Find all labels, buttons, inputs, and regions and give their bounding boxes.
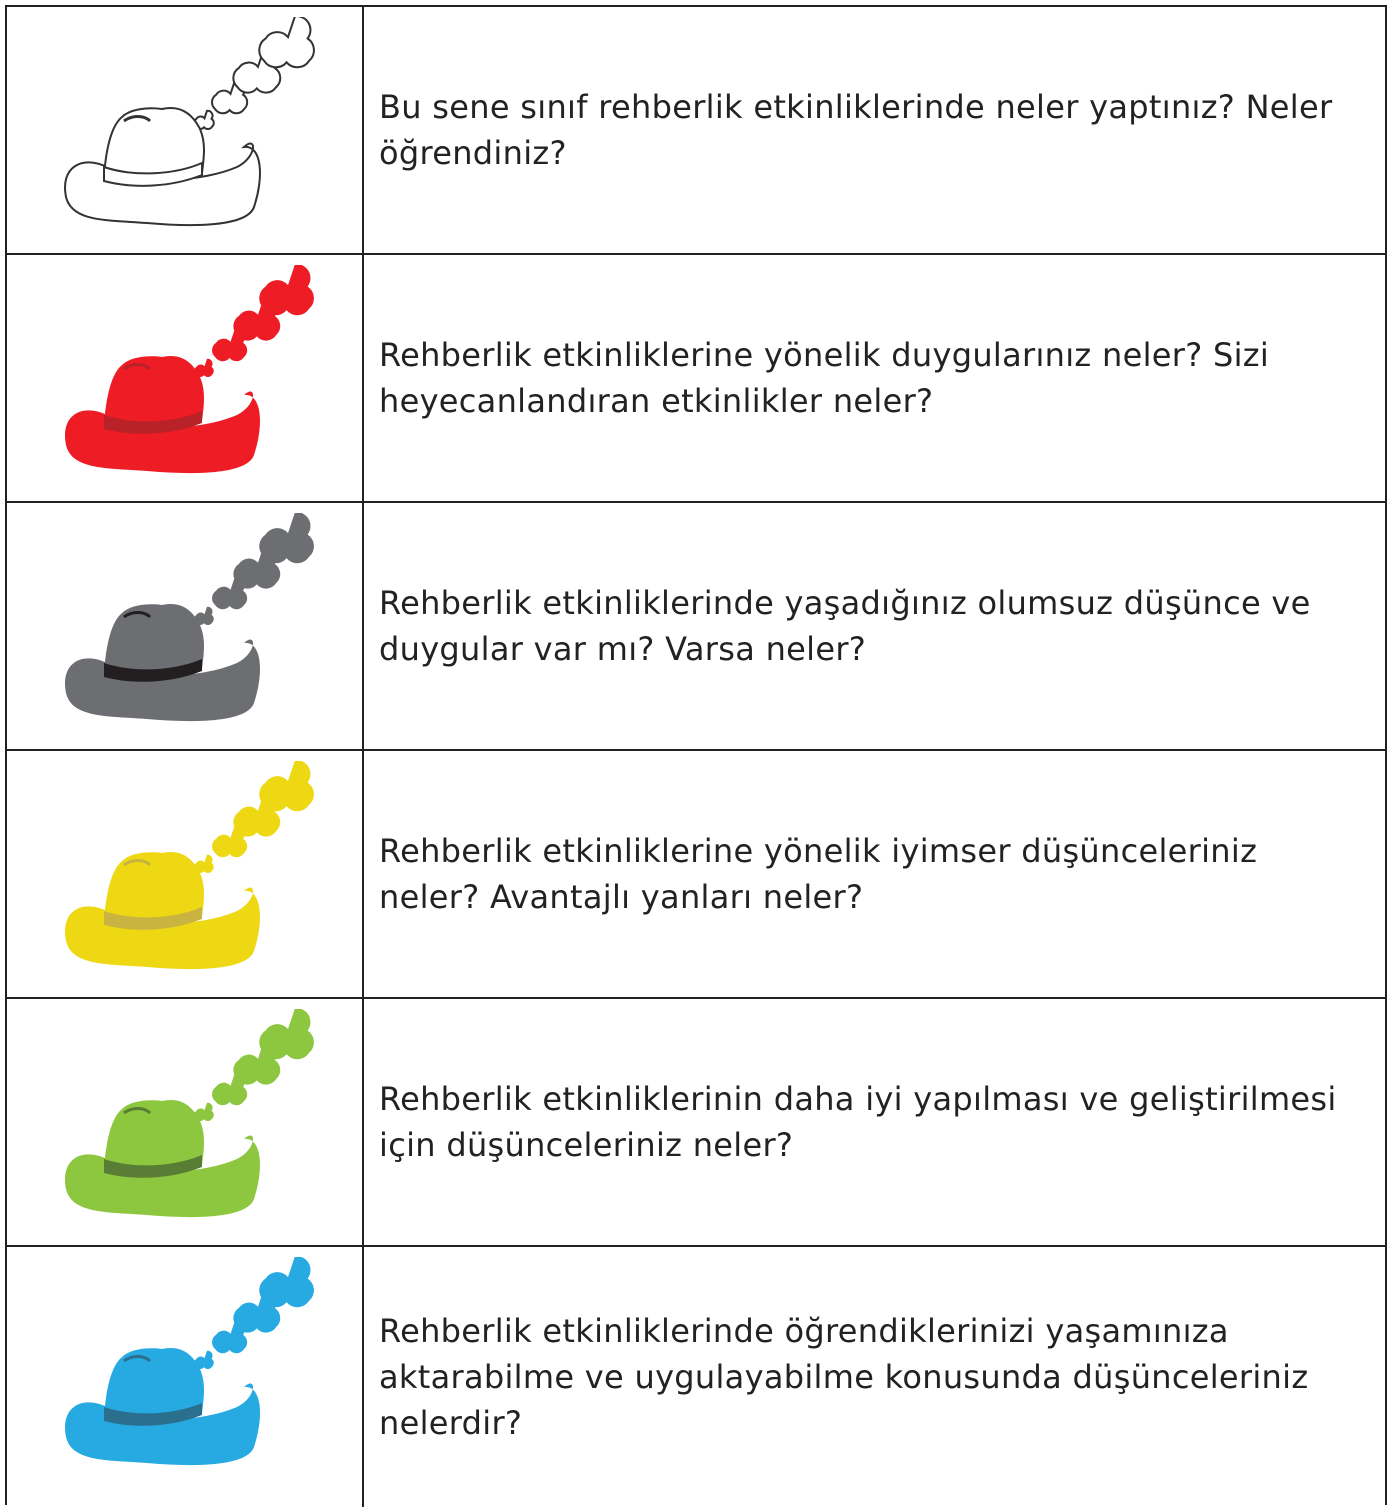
table-row bbox=[7, 751, 1385, 999]
column-divider bbox=[362, 7, 364, 253]
column-divider bbox=[362, 1247, 364, 1507]
column-divider bbox=[362, 751, 364, 997]
hat-cell bbox=[7, 503, 362, 749]
question-text: Rehberlik etkinliklerine yönelik iyimser düşünceleriniz neler? Avantajlı yanları neler? bbox=[379, 832, 1258, 916]
question-text: Rehberlik etkinliklerinin daha iyi yapılması ve geliştirilmesi için düşünceleriniz neler? bbox=[379, 1080, 1337, 1164]
question-cell bbox=[379, 999, 1365, 1245]
hat-cell bbox=[7, 751, 362, 997]
table-row bbox=[7, 7, 1385, 255]
green-hat-icon bbox=[52, 1009, 322, 1234]
hat-cell bbox=[7, 999, 362, 1245]
hat-cell bbox=[7, 7, 362, 253]
column-divider bbox=[362, 999, 364, 1245]
question-cell bbox=[379, 1247, 1365, 1507]
blue-hat-icon bbox=[52, 1257, 322, 1482]
question-text: Rehberlik etkinliklerine yönelik duygularınız neler? Sizi heyecanlandıran etkinlikler neler? bbox=[379, 336, 1270, 420]
table-row bbox=[7, 503, 1385, 751]
question-text: Bu sene sınıf rehberlik etkinliklerinde neler yaptınız? Neler öğrendiniz? bbox=[379, 88, 1333, 172]
question-cell bbox=[379, 255, 1365, 501]
table-row bbox=[7, 255, 1385, 503]
table-row bbox=[7, 999, 1385, 1247]
column-divider bbox=[362, 255, 364, 501]
question-text: Rehberlik etkinliklerinde öğrendiklerinizi yaşamınıza aktarabilme ve uygulayabilme konusunda düşünceleriniz nelerdir? bbox=[379, 1312, 1309, 1442]
white-hat-icon bbox=[52, 17, 322, 242]
hat-cell bbox=[7, 255, 362, 501]
hat-cell bbox=[7, 1247, 362, 1507]
question-cell bbox=[379, 7, 1365, 253]
question-cell bbox=[379, 503, 1365, 749]
hats-table bbox=[5, 5, 1387, 1505]
question-text: Rehberlik etkinliklerinde yaşadığınız olumsuz düşünce ve duygular var mı? Varsa neler? bbox=[379, 584, 1311, 668]
red-hat-icon bbox=[52, 265, 322, 490]
yellow-hat-icon bbox=[52, 761, 322, 986]
question-cell bbox=[379, 751, 1365, 997]
table-row bbox=[7, 1247, 1385, 1507]
column-divider bbox=[362, 503, 364, 749]
black-hat-icon bbox=[52, 513, 322, 738]
